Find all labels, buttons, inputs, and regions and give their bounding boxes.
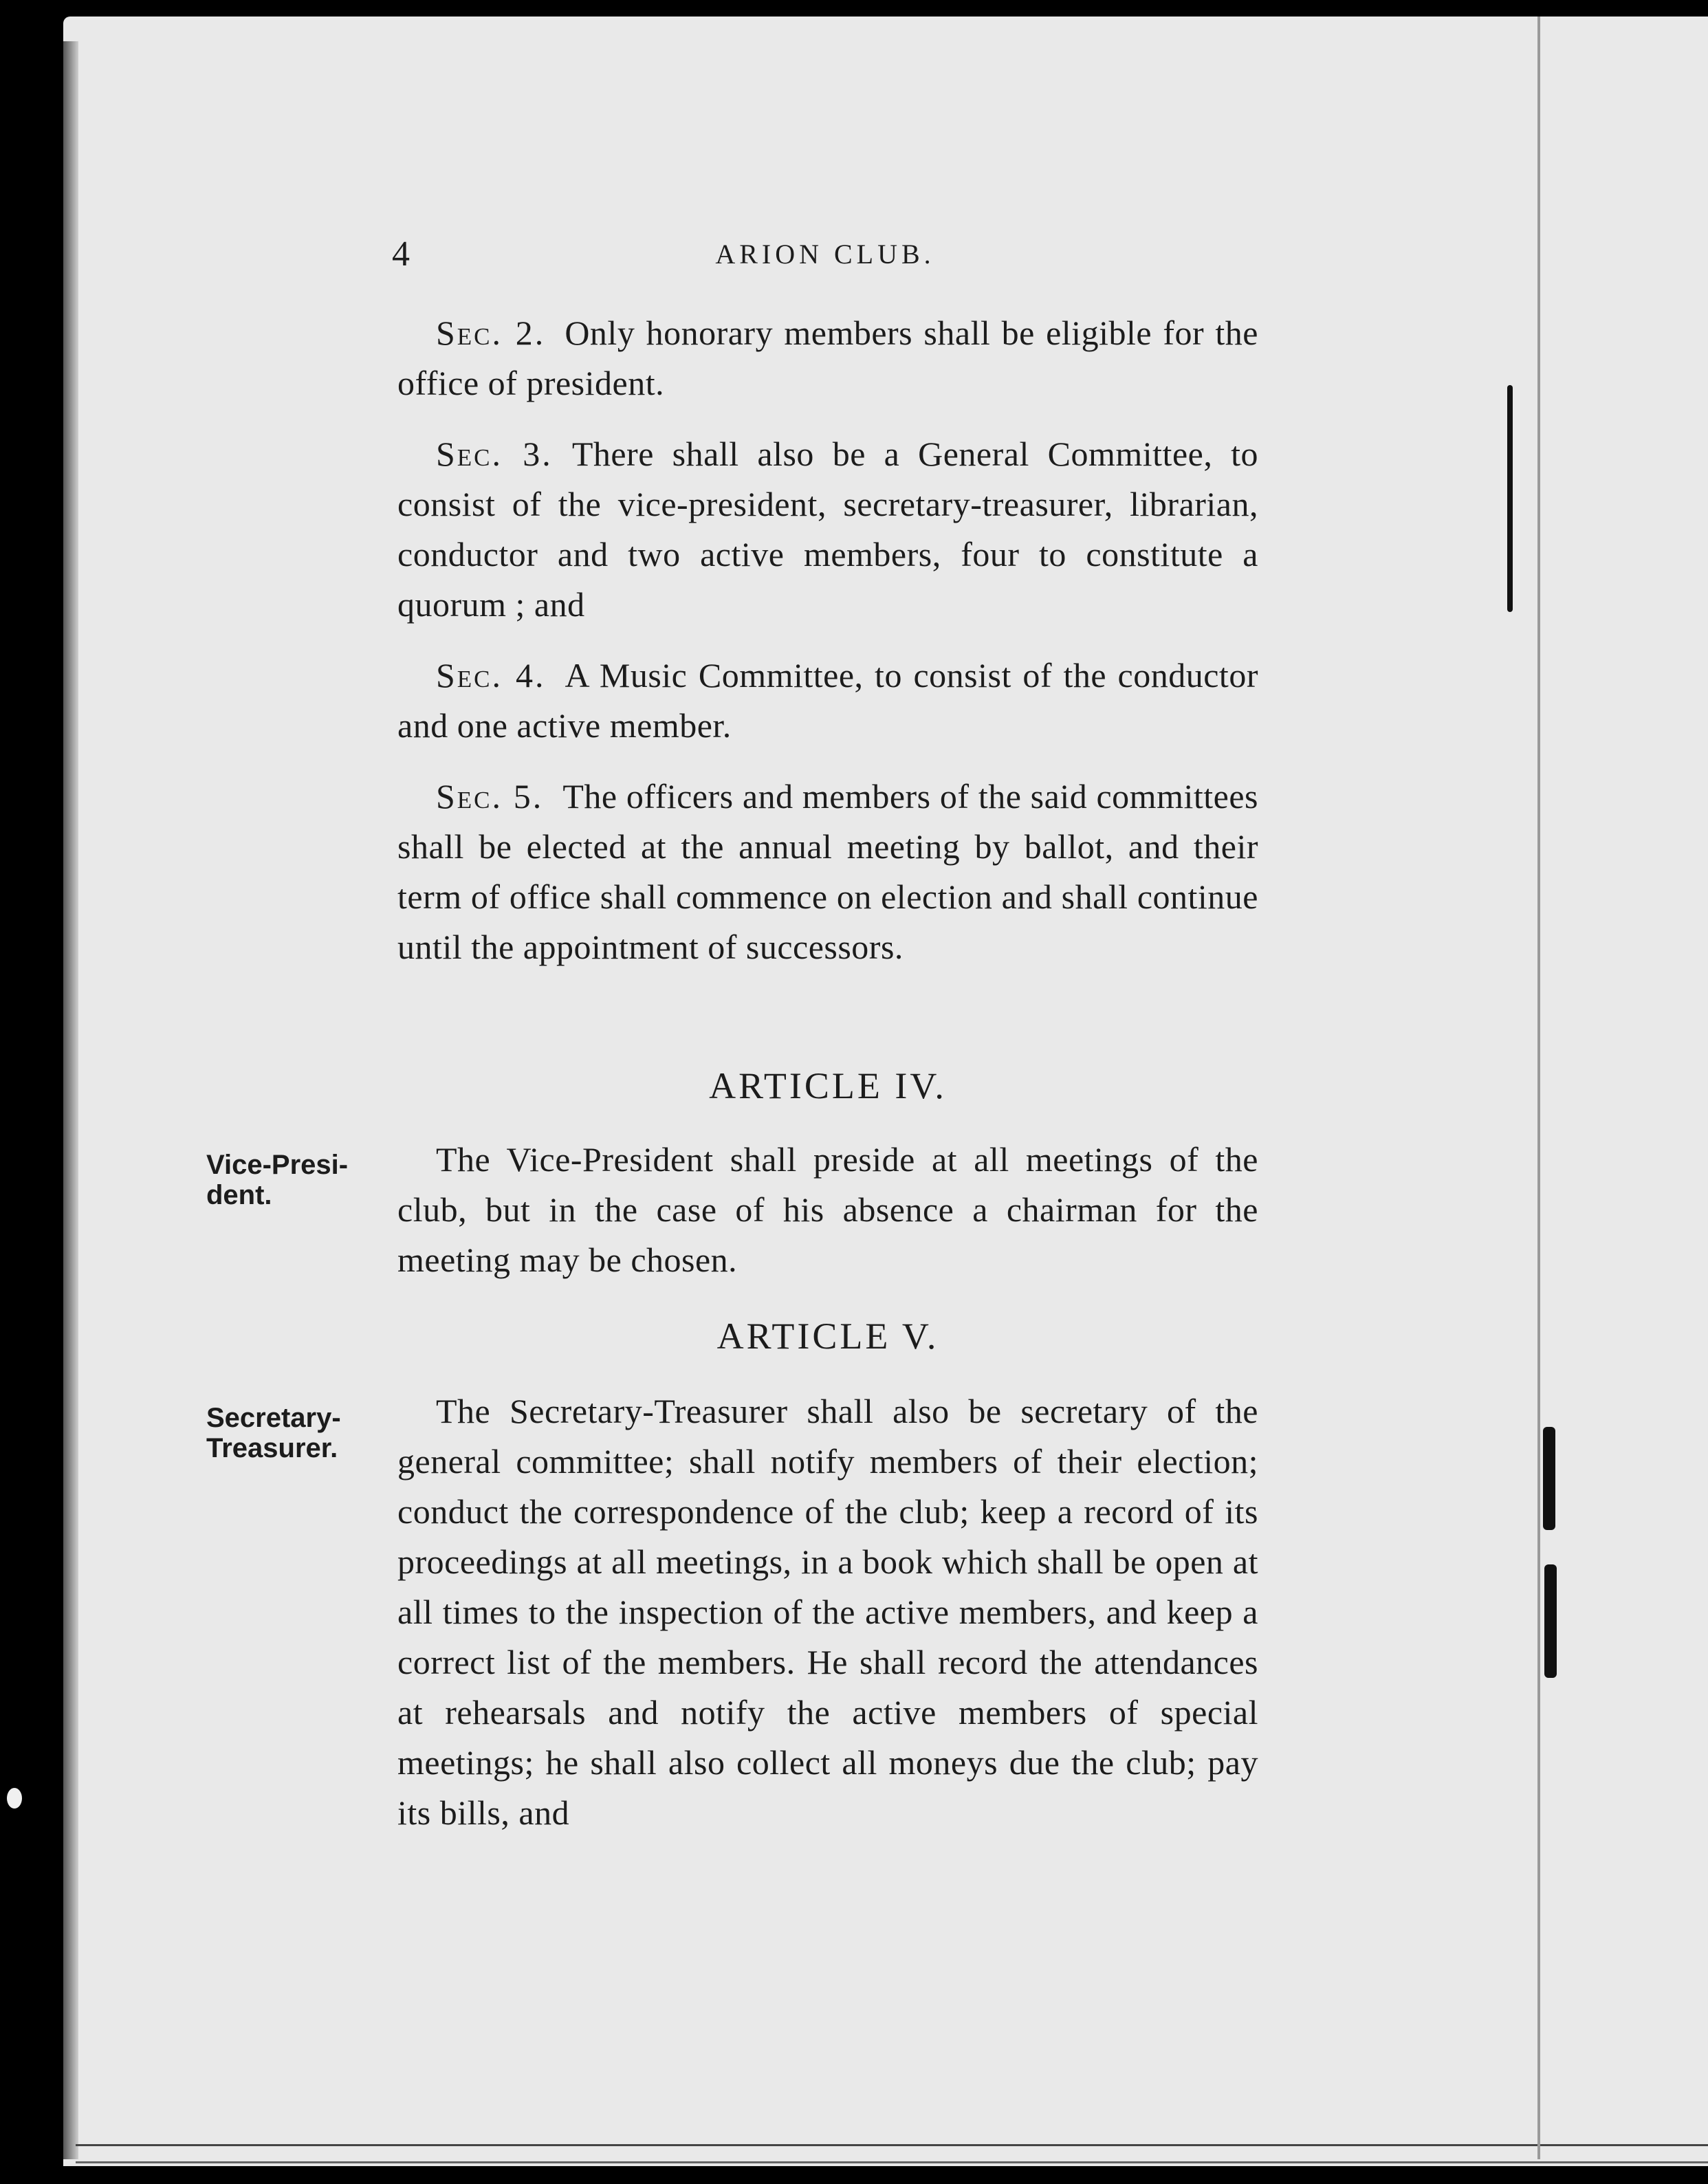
binding-mark-bottom (1544, 1564, 1557, 1678)
section-4 (397, 651, 1258, 751)
section-label: Sec. 2. (436, 314, 546, 352)
article-iv-text: The Vice-President shall preside at all meetings of the club, but in the case of his absence a chairman for the meeting may be chosen. (397, 1140, 1258, 1279)
section-3 (397, 429, 1258, 630)
binding-mark-top (1507, 385, 1513, 612)
article-iv-body (397, 1135, 1258, 1285)
article-iv-heading: ARTICLE IV. (709, 1065, 947, 1106)
running-head: ARION CLUB. (715, 239, 935, 270)
section-label: Sec. 5. (436, 777, 544, 816)
sections-block (397, 308, 1258, 972)
article-iv-sidenote (206, 1150, 392, 1210)
sidenote-line: Treasurer. (206, 1433, 338, 1463)
margin-speck (7, 1788, 22, 1809)
sidenote-line: dent. (206, 1180, 272, 1210)
article-v-text: The Secretary-Treasurer shall also be secretary of the general committee; shall notify members of their election; conduct the correspondence of the club; keep a record of its proceedings at all meetings, in a book which shall be open at all times to the inspection of the active members, and keep a correct list of the members. He shall record the attendances at rehearsals and notify the active members of special meetings; he shall also collect all moneys due the club; pay its bills, and (397, 1392, 1258, 1832)
section-label: Sec. 4. (436, 656, 546, 695)
section-5 (397, 772, 1258, 972)
section-2 (397, 308, 1258, 408)
section-text: There shall also be a General Committee, to consist of the vice-president, secretary-treasurer, librarian, conductor and two active members, four to constitute a quorum ; and (397, 435, 1258, 624)
page-bottom-edge (76, 2144, 1708, 2163)
section-text: Only honorary members shall be eligible for the office of president. (397, 314, 1258, 402)
article-v-sidenote (206, 1403, 392, 1463)
page-number: 4 (392, 234, 410, 274)
page-left-edge-shadow (63, 41, 78, 2159)
section-text: The officers and members of the said committees shall be elected at the annual meeting by ballot, and their term of office shall commence on election and shall continue until the appointment of successors. (397, 777, 1258, 966)
article-v-body (397, 1386, 1258, 1838)
section-text: A Music Committee, to consist of the conductor and one active member. (397, 656, 1258, 745)
sidenote-line: Vice-Presi- (206, 1150, 349, 1180)
binding-mark-middle (1543, 1427, 1555, 1530)
page-header (392, 234, 1258, 275)
facing-page-edge (1537, 17, 1540, 2159)
article-v-heading: ARTICLE V. (716, 1315, 939, 1357)
section-label: Sec. 3. (436, 435, 553, 473)
sidenote-line: Secretary- (206, 1403, 341, 1433)
